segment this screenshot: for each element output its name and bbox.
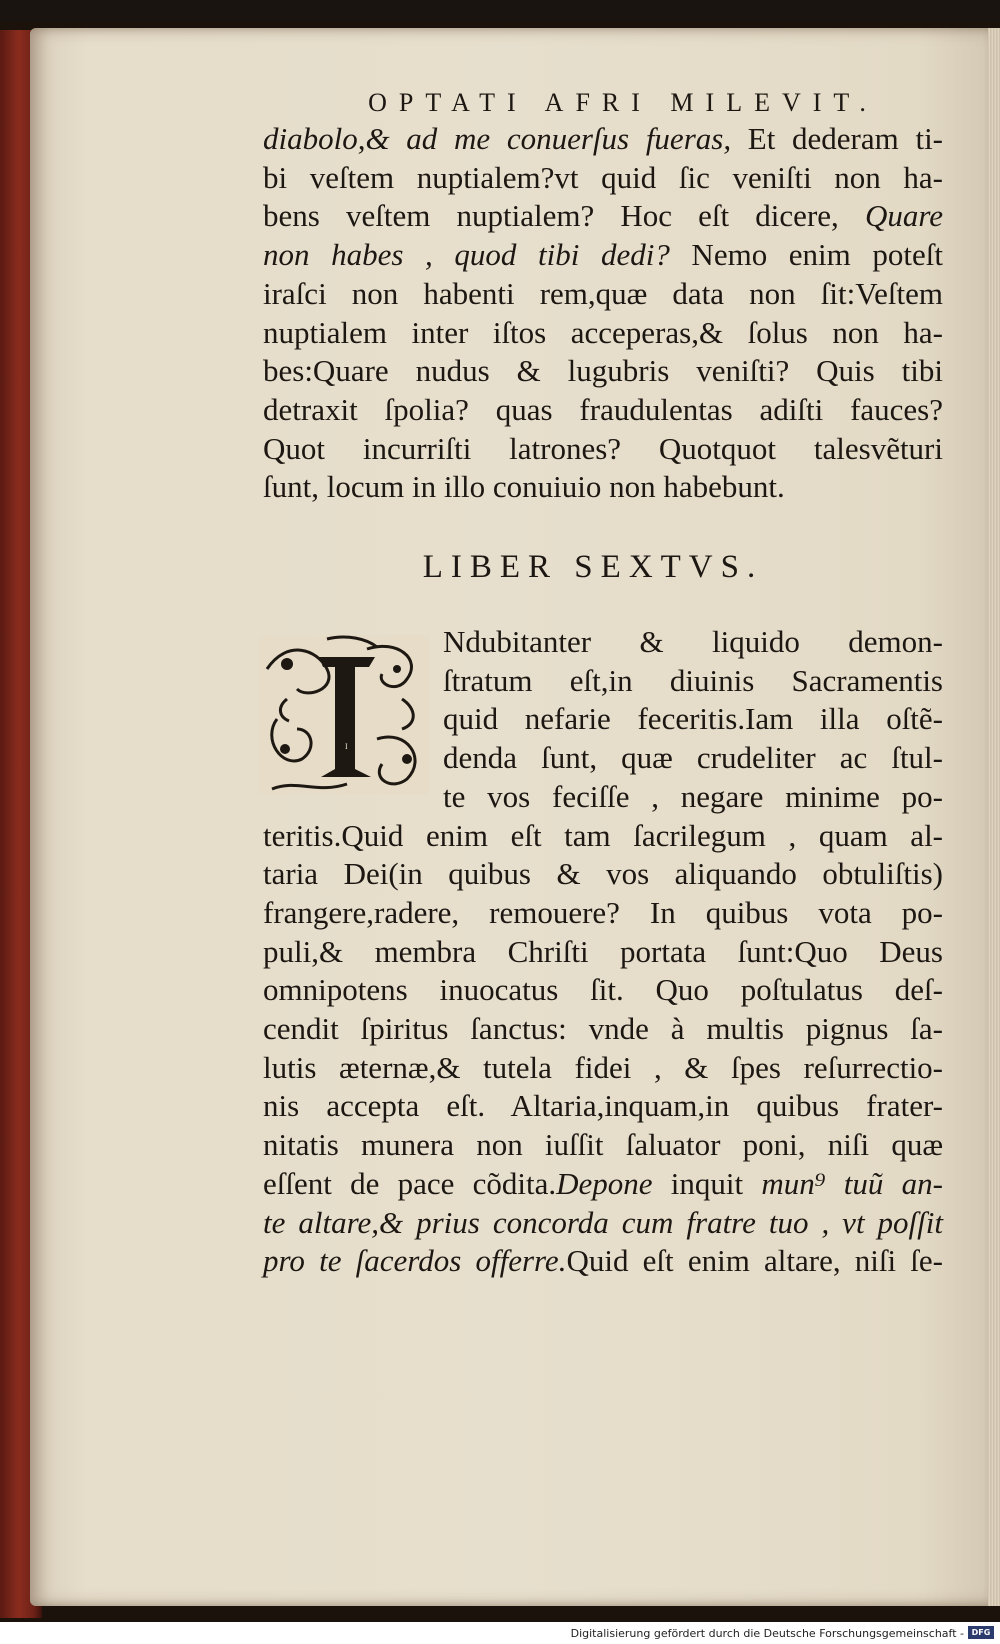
text-span: Quot incurriſti latrones? Quotquot talesvẽturi bbox=[263, 430, 943, 466]
svg-text:I: I bbox=[345, 742, 348, 752]
text-line bbox=[263, 817, 943, 856]
running-header: OPTATI AFRI MILEVIT. bbox=[368, 88, 878, 117]
italic-span: Depone bbox=[556, 1165, 653, 1201]
text-span: lutis æternæ,& tutela fidei , & ſpes reſurrectio- bbox=[263, 1049, 943, 1085]
text-line bbox=[263, 236, 943, 275]
text-line bbox=[263, 971, 943, 1010]
text-line bbox=[443, 778, 943, 817]
text-line bbox=[263, 1126, 943, 1165]
text-line bbox=[443, 662, 943, 701]
italic-span: Quare bbox=[864, 198, 943, 234]
text-line bbox=[263, 1242, 943, 1281]
paragraph-body bbox=[263, 817, 943, 1281]
text-line bbox=[263, 159, 943, 198]
text-line bbox=[263, 197, 943, 236]
text-span: cendit ſpiritus ſanctus: vnde à multis pignus ſa- bbox=[263, 1011, 943, 1047]
text-span: eſſent de pace cõdita. bbox=[263, 1165, 557, 1201]
paragraph-top bbox=[263, 120, 943, 507]
italic-span: te altare,& prius concorda cum fratre tuo , vt poſſit bbox=[263, 1204, 943, 1240]
text-span: Ndubitanter & liquido demon- bbox=[443, 624, 943, 660]
text-span: denda ſunt, quæ crudeliter ac ſtul- bbox=[443, 740, 943, 776]
text-line bbox=[263, 352, 943, 391]
text-span: quid nefarie feceritis.Iam illa oſtẽ- bbox=[443, 701, 943, 737]
text-span: iraſci non habenti rem,quæ data non ſit:Veſtem bbox=[263, 275, 943, 311]
decorated-initial-icon bbox=[257, 629, 437, 805]
text-span: inquit bbox=[652, 1165, 762, 1201]
text-block bbox=[263, 88, 943, 1281]
text-line bbox=[263, 391, 943, 430]
footer-credit: Digitalisierung gefördert durch die Deutsche Forschungsgemeinschaft - bbox=[570, 1627, 964, 1640]
text-span: bi veſtem nuptialem?vt quid ſic veniſti non ha- bbox=[263, 159, 943, 195]
text-line bbox=[263, 894, 943, 933]
text-span: puli,& membra Chriſti portata ſunt:Quo Deus bbox=[263, 933, 943, 969]
text-line bbox=[263, 1165, 943, 1204]
text-span: Et dederam ti- bbox=[731, 121, 944, 156]
text-line bbox=[263, 1049, 943, 1088]
dfg-logo: DFG bbox=[968, 1626, 994, 1639]
text-span: te vos feciſſe , negare minime po- bbox=[443, 778, 943, 814]
italic-span: pro te ſacerdos offerre. bbox=[263, 1243, 567, 1279]
section-title: LIBER SEXTVS. bbox=[422, 549, 764, 586]
text-line bbox=[263, 468, 943, 507]
text-span: Quid eſt enim altare, niſi ſe- bbox=[566, 1243, 943, 1279]
text-line bbox=[263, 933, 943, 972]
text-span: frangere,radere, remouere? In quibus vota po- bbox=[263, 894, 943, 930]
chapter-opening bbox=[263, 623, 943, 817]
text-span: teritis.Quid enim eſt tam ſacrilegum , quam al- bbox=[263, 817, 943, 853]
text-span: ſtratum eſt,in diuinis Sacramentis bbox=[443, 662, 943, 698]
italic-span: diabolo,& ad me conuerſus fueras, bbox=[263, 121, 732, 156]
text-line bbox=[263, 1087, 943, 1126]
text-line bbox=[263, 314, 943, 353]
text-line bbox=[443, 739, 943, 778]
italic-span: non habes , quod tibi dedi? bbox=[263, 237, 670, 273]
italic-span: mun⁹ tuũ an- bbox=[761, 1165, 943, 1201]
text-line bbox=[443, 623, 943, 662]
text-line bbox=[443, 700, 943, 739]
text-span: detraxit ſpolia? quas fraudulentas adiſti fauces? bbox=[263, 391, 943, 427]
text-span: ſunt, locum in illo conuiuio non habebunt. bbox=[263, 469, 785, 505]
text-span: nitatis munera non iuſſit ſaluator poni, niſi quæ bbox=[263, 1127, 943, 1163]
text-line bbox=[263, 1204, 943, 1243]
text-span: taria Dei(in quibus & vos aliquando obtuliſtis) bbox=[263, 856, 943, 892]
text-line bbox=[263, 120, 943, 159]
text-line bbox=[263, 430, 943, 469]
text-line bbox=[263, 855, 943, 894]
text-span: nuptialem inter iſtos acceperas,& ſolus non ha- bbox=[263, 314, 943, 350]
text-span: bes:Quare nudus & lugubris veniſti? Quis tibi bbox=[263, 353, 943, 389]
text-span: nis accepta eſt. Altaria,inquam,in quibus frater- bbox=[263, 1088, 943, 1124]
text-line bbox=[263, 275, 943, 314]
text-span: omnipotens inuocatus ſit. Quo poſtulatus deſ- bbox=[263, 972, 943, 1008]
page-edges bbox=[988, 28, 1000, 1606]
text-line bbox=[263, 1010, 943, 1049]
text-span: bens veſtem nuptialem? Hoc eſt dicere, bbox=[263, 198, 865, 234]
text-span: Nemo enim poteſt bbox=[669, 237, 943, 273]
